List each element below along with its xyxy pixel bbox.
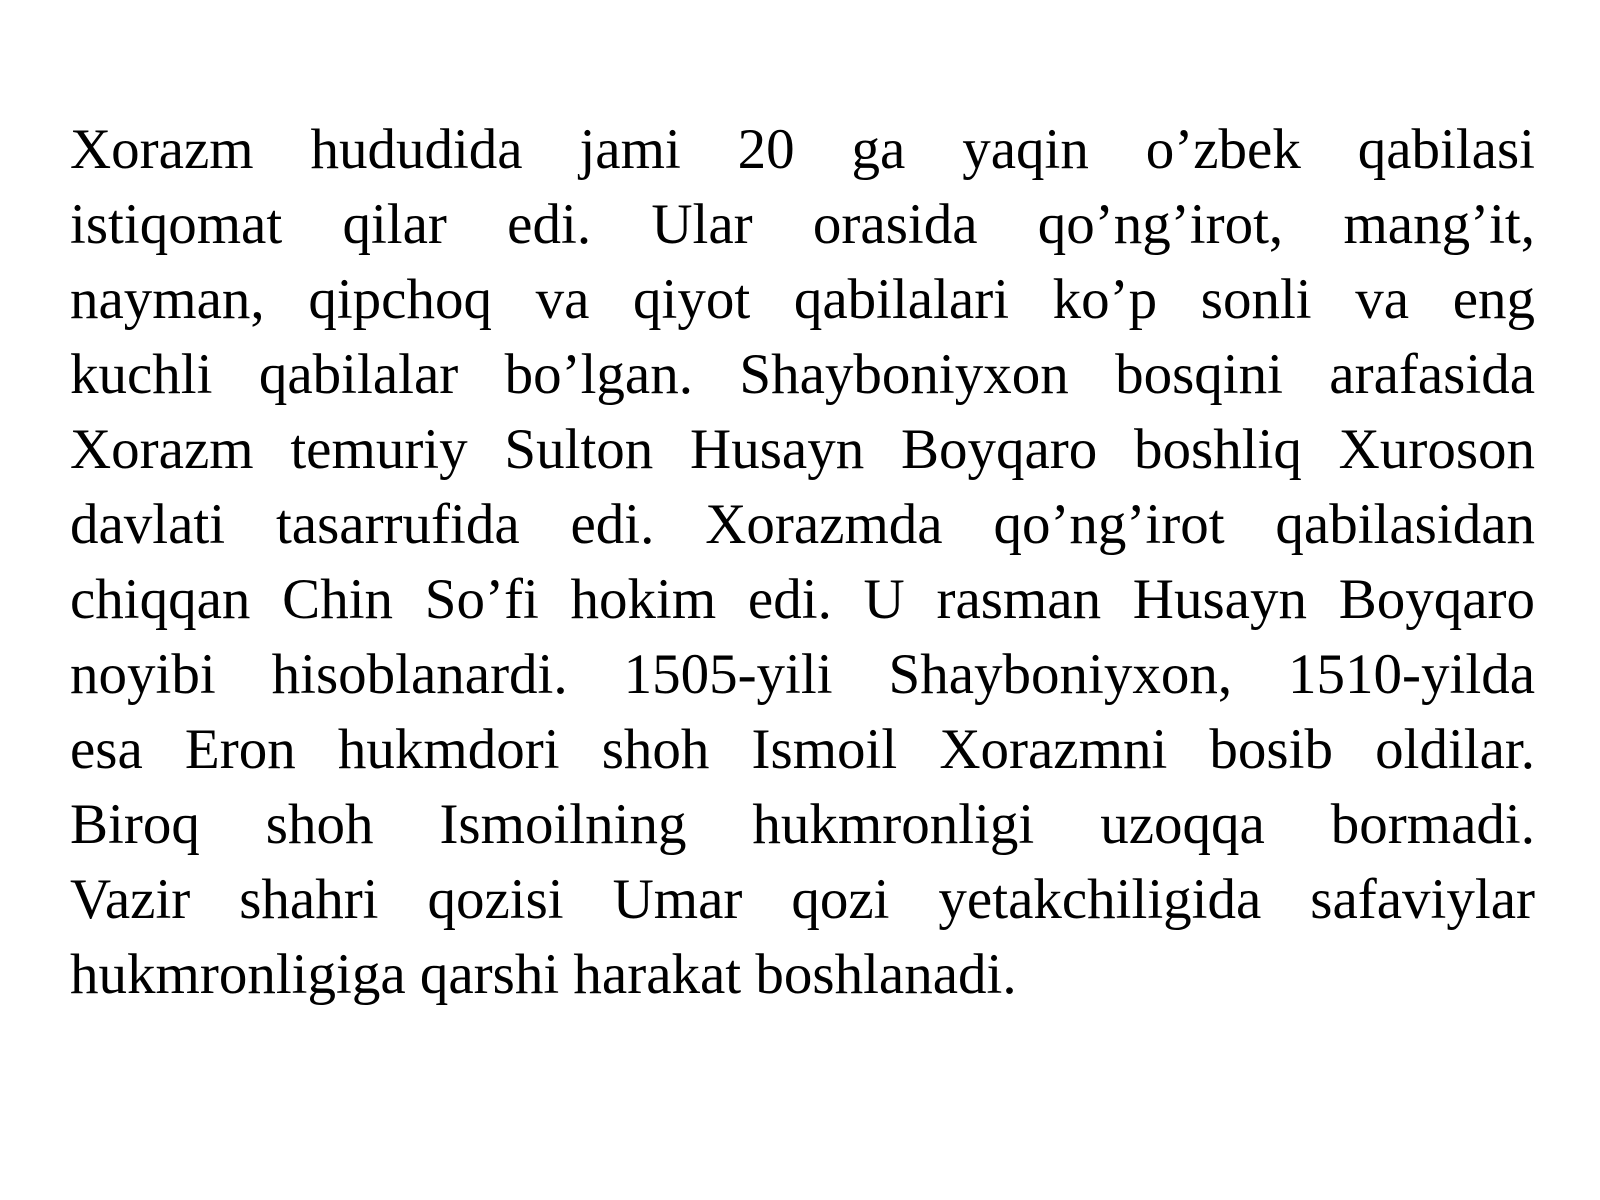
paragraph-line: kuchli qabilalar bo’lgan. Shayboniyxon bosqini arafasida [70, 343, 1535, 406]
paragraph-line: istiqomat qilar edi. Ular orasida qo’ng’irot, mang’it, [70, 193, 1535, 256]
paragraph-line: nayman, qipchoq va qiyot qabilalari ko’p sonli va eng [70, 268, 1535, 331]
paragraph-line: Vazir shahri qozisi Umar qozi yetakchiligida safaviylar [70, 868, 1535, 931]
paragraph-line: noyibi hisoblanardi. 1505-yili Shayboniyxon, 1510-yilda [70, 643, 1535, 706]
body-paragraph [70, 112, 1535, 1012]
paragraph-line: Xorazm hududida jami 20 ga yaqin o’zbek qabilasi [70, 118, 1535, 181]
paragraph-line: Biroq shoh Ismoilning hukmronligi uzoqqa bormadi. [70, 793, 1535, 856]
paragraph-line: chiqqan Chin So’fi hokim edi. U rasman Husayn Boyqaro [70, 568, 1535, 631]
paragraph-line: esa Eron hukmdori shoh Ismoil Xorazmni bosib oldilar. [70, 718, 1535, 781]
paragraph-line: davlati tasarrufida edi. Xorazmda qo’ng’irot qabilasidan [70, 493, 1535, 556]
paragraph-line: Xorazm temuriy Sulton Husayn Boyqaro boshliq Xuroson [70, 418, 1535, 481]
paragraph-line: hukmronligiga qarshi harakat boshlanadi. [70, 943, 1017, 1006]
